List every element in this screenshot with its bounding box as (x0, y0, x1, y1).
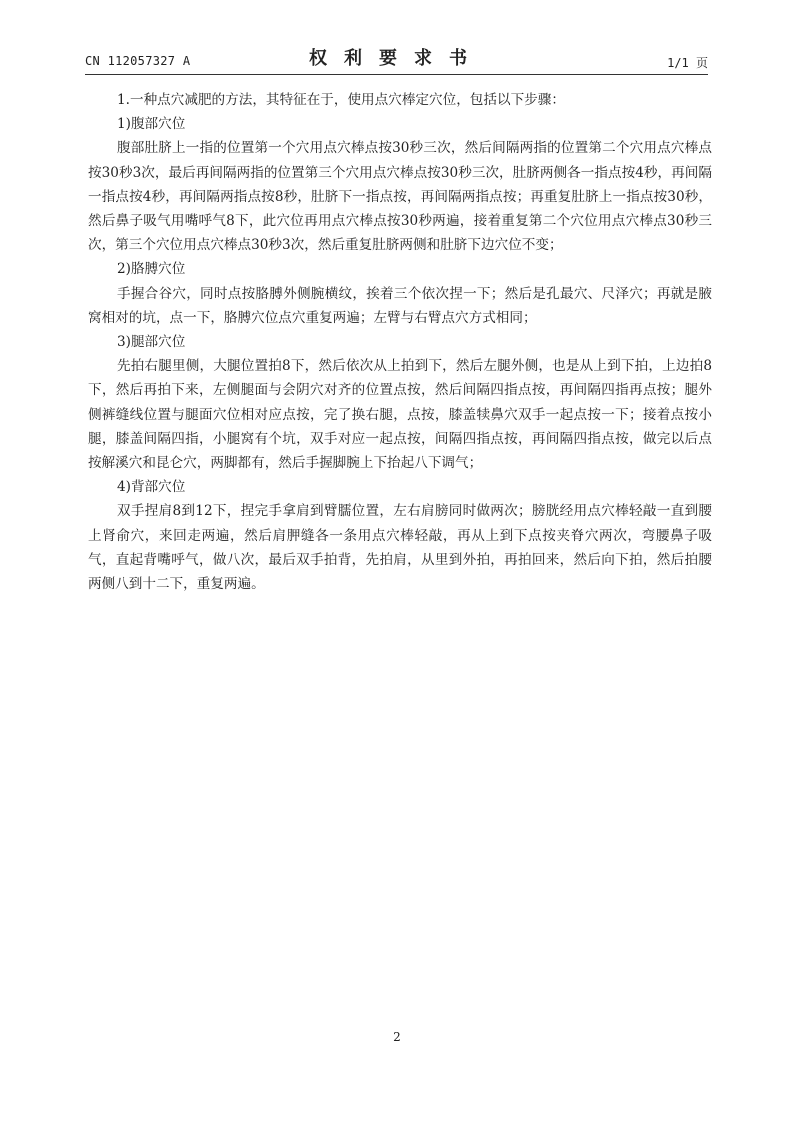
paragraph-back: 双手捏肩8到12下，捏完手拿肩到臂臑位置，左右肩膀同时做两次；膀胱经用点穴棒轻敲一直到腰上肾俞穴，来回走两遍，然后肩胛缝各一条用点穴棒轻敲，再从上到下点按夹脊穴两次，弯腰鼻子吸气，直起背嘴呼气，做八次，最后双手拍背，先拍肩，从里到外拍，再拍回来，然后向下拍，然后拍腰两侧八到十二下，重复两遍。 (88, 503, 712, 593)
section-heading-abdomen: 1)腹部穴位 (117, 116, 186, 133)
paragraph-arm: 手握合谷穴，同时点按胳膊外侧腕横纹，挨着三个依次捏一下；然后是孔最穴、尺泽穴；再就是腋窝相对的坑，点一下，胳膊穴位点穴重复两遍；左臂与右臂点穴方式相同； (88, 285, 712, 326)
section-heading-arm: 2)胳膊穴位 (117, 261, 186, 278)
page-number: 2 (393, 1030, 401, 1044)
paragraph-abdomen: 腹部肚脐上一指的位置第一个穴用点穴棒点按30秒三次，然后间隔两指的位置第二个穴用点穴棒点按30秒3次，最后再间隔两指的位置第三个穴用点穴棒点按30秒三次，肚脐两侧各一指点按4秒，再间隔一指点按4秒，再间隔两指点按8秒，肚脐下一指点按，再间隔两指点按；再重复肚脐上一指点按30秒，然后鼻子吸气用嘴呼气8下，此穴位再用点穴棒点按30秒两遍，接着重复第二个穴位用点穴棒点30秒三次，第三个穴位用点穴棒点30秒3次，然后重复肚脐两侧和肚脐下边穴位不变； (88, 140, 712, 254)
section-heading-leg: 3)腿部穴位 (117, 334, 186, 351)
publication-number: CN 112057327 A (85, 54, 191, 68)
claims-body (88, 88, 712, 596)
page-header (85, 44, 708, 74)
paragraph-leg: 先拍右腿里侧，大腿位置拍8下，然后依次从上拍到下，然后左腿外侧，也是从上到下拍，上边拍8下，然后再拍下来，左侧腿面与会阴穴对齐的位置点按，然后间隔四指点按，再间隔四指再点按；腿外侧裤缝线位置与腿面穴位相对应点按，完了换右腿，点按，膝盖犊鼻穴双手一起点按一下；接着点按小腿，膝盖间隔四指，小腿窝有个坑，双手对应一起点按，间隔四指点按，再间隔四指点按，做完以后点按解溪穴和昆仑穴，两脚都有，然后手握脚腕上下抬起八下调气； (88, 358, 712, 472)
header-rule (85, 74, 708, 75)
section-heading-back: 4)背部穴位 (117, 479, 186, 496)
claim-intro: 1.一种点穴减肥的方法，其特征在于，使用点穴棒定穴位，包括以下步骤： (117, 92, 565, 108)
document-title: 权利要求书 (309, 48, 484, 69)
page-indicator: 1/1 页 (667, 56, 708, 70)
